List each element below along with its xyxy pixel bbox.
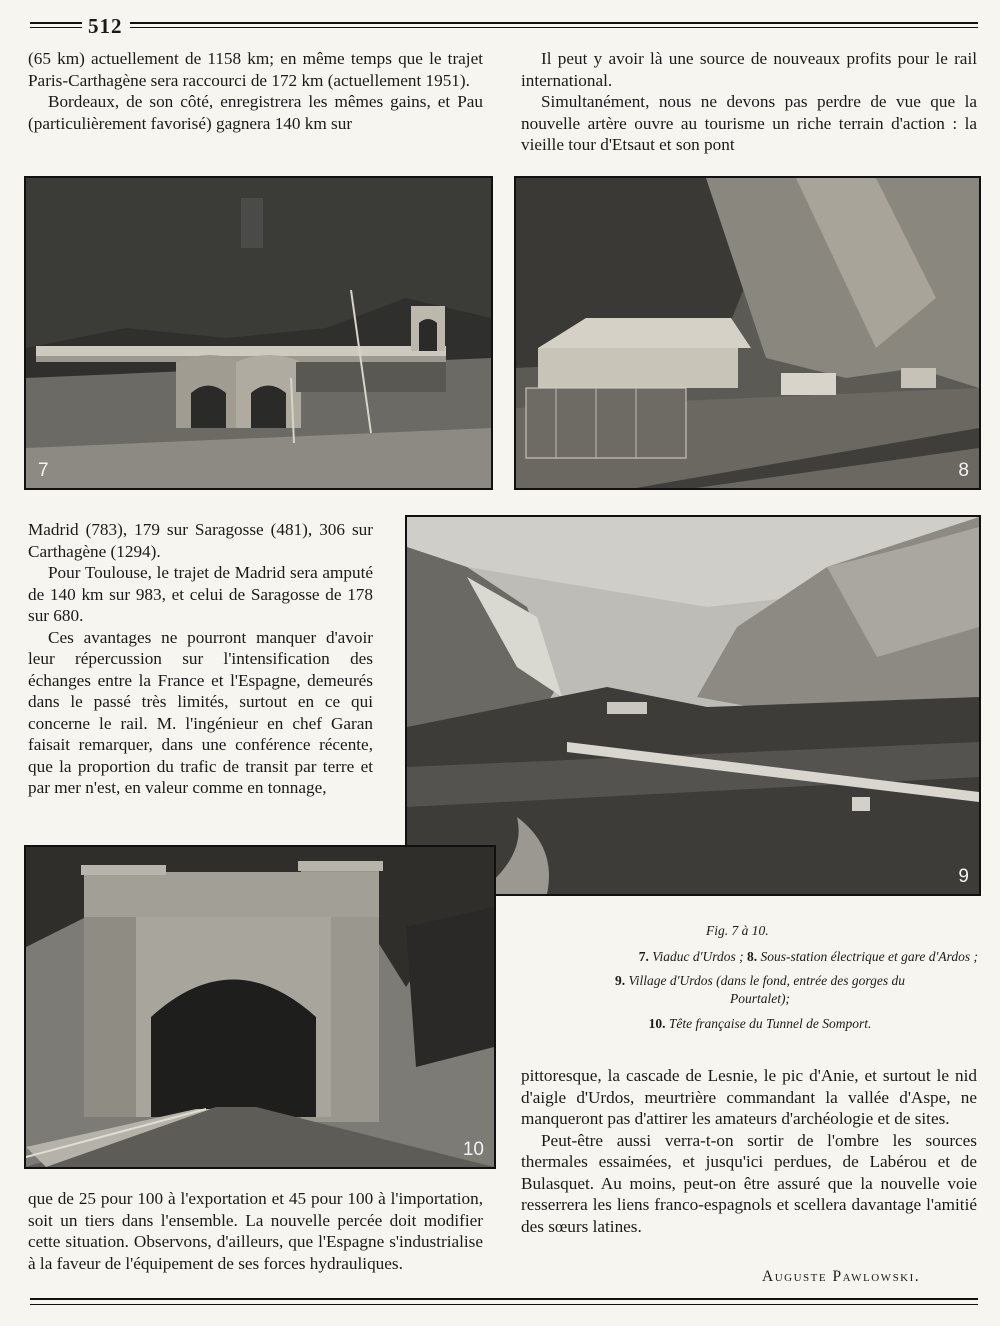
figure-10-number: 10 (462, 1139, 484, 1160)
paragraph: Pour Toulouse, le trajet de Madrid sera amputé de 140 km sur 983, et celui de Saragosse de 178 sur 680. (28, 563, 373, 625)
caption-10-text: Tête française du Tunnel de Somport. (668, 1016, 872, 1031)
paragraph: que de 25 pour 100 à l'exportation et 45 pour 100 à l'importation, soit un tiers dans l'ensemble. La nouvelle percée doit modifier cette situation. Observons, d'ailleurs, que l'Espagne s'industrialise à la faveur de l'équipement de ses forces hydrauliques. (28, 1189, 483, 1273)
top-left-column (28, 48, 483, 134)
paragraph: Bordeaux, de son côté, enregistrera les mêmes gains, et Pau (particulièrement favorisé) gagnera 140 km sur (28, 92, 483, 133)
lower-right-column (521, 1065, 977, 1237)
header-rule-right-bottom (130, 27, 978, 28)
figure-9-village-photo (405, 515, 981, 896)
footer-rule-bottom (30, 1304, 978, 1305)
caption-7-number: 7. (638, 949, 649, 964)
bottom-left-column (28, 1188, 483, 1274)
footer-rule-top (30, 1298, 978, 1300)
figure-10-tunnel-photo (24, 845, 496, 1169)
paragraph: Ces avantages ne pourront manquer d'avoir leur répercussion sur l'intensification des échanges entre la France et l'Espagne, demeurés dans le passé très limités, surtout en ce qui concerne le rail. M. l'ingénieur en chef Garan faisait remarquer, dans une conférence récente, que la proportion du trafic de transit par terre et par mer n'est, en valeur comme en tonnage, (28, 627, 373, 797)
substation-image (516, 178, 979, 488)
figure-caption-line-10 (560, 1015, 960, 1033)
header-rule-right-top (130, 22, 978, 24)
paragraph: Madrid (783), 179 sur Saragosse (481), 306 sur Carthagène (1294). (28, 520, 373, 561)
caption-9-text: Village d'Urdos (dans le fond, entrée des gorges du Pourtalet); (628, 973, 905, 1006)
caption-8-number: 8. (747, 949, 758, 964)
paragraph: (65 km) actuellement de 1158 km; en même temps que le trajet Paris-Carthagène sera raccourci de 172 km (actuellement 1951). (28, 49, 483, 90)
figure-caption-title: Fig. 7 à 10. (706, 923, 769, 938)
caption-7-text: Viaduc d'Urdos ; (652, 949, 744, 964)
figure-7-number: 7 (38, 460, 49, 481)
middle-left-column (28, 519, 373, 799)
top-right-column (521, 48, 977, 156)
figure-8-number: 8 (958, 460, 969, 481)
page-number: 512 (88, 14, 123, 38)
paragraph: Il peut y avoir là une source de nouveaux profits pour le rail international. (521, 49, 977, 90)
village-image (407, 517, 979, 894)
paragraph: Simultanément, nous ne devons pas perdre de vue que la nouvelle artère ouvre au tourisme un riche terrain d'action : la vieille tour d'Etsaut et son pont (521, 92, 977, 154)
paragraph: pittoresque, la cascade de Lesnie, le pic d'Anie, et surtout le nid d'aigle d'Urdos, meurtrière commandant la vallée d'Aspe, ne manqueront pas d'attirer les amateurs d'archéologie et de sites. (521, 1066, 977, 1128)
caption-9-number: 9. (615, 973, 626, 988)
caption-10-number: 10. (648, 1016, 666, 1031)
header-rule-left-top (30, 22, 82, 24)
paragraph: Peut-être aussi verra-t-on sortir de l'ombre les sources thermales essaimées, et jusqu'ici perdues, de Labérou et de Bulasquet. Au moins, peut-on être assuré que la nouvelle voie resserrera les liens franco-espagnols et scellera davantage l'amitié des sœurs latines. (521, 1130, 977, 1236)
header-rule-left-bottom (30, 27, 82, 28)
figure-caption-line-9 (590, 972, 930, 1008)
viaduct-image (26, 178, 491, 488)
figure-7-viaduct-photo (24, 176, 493, 490)
tunnel-image (26, 847, 494, 1167)
caption-8-text: Sous-station électrique et gare d'Ardos ; (760, 949, 978, 964)
figure-caption-line-7-8 (528, 948, 978, 966)
figure-8-substation-photo (514, 176, 981, 490)
figure-9-number: 9 (958, 866, 969, 887)
author-signature: Auguste Pawlowski. (762, 1268, 921, 1285)
